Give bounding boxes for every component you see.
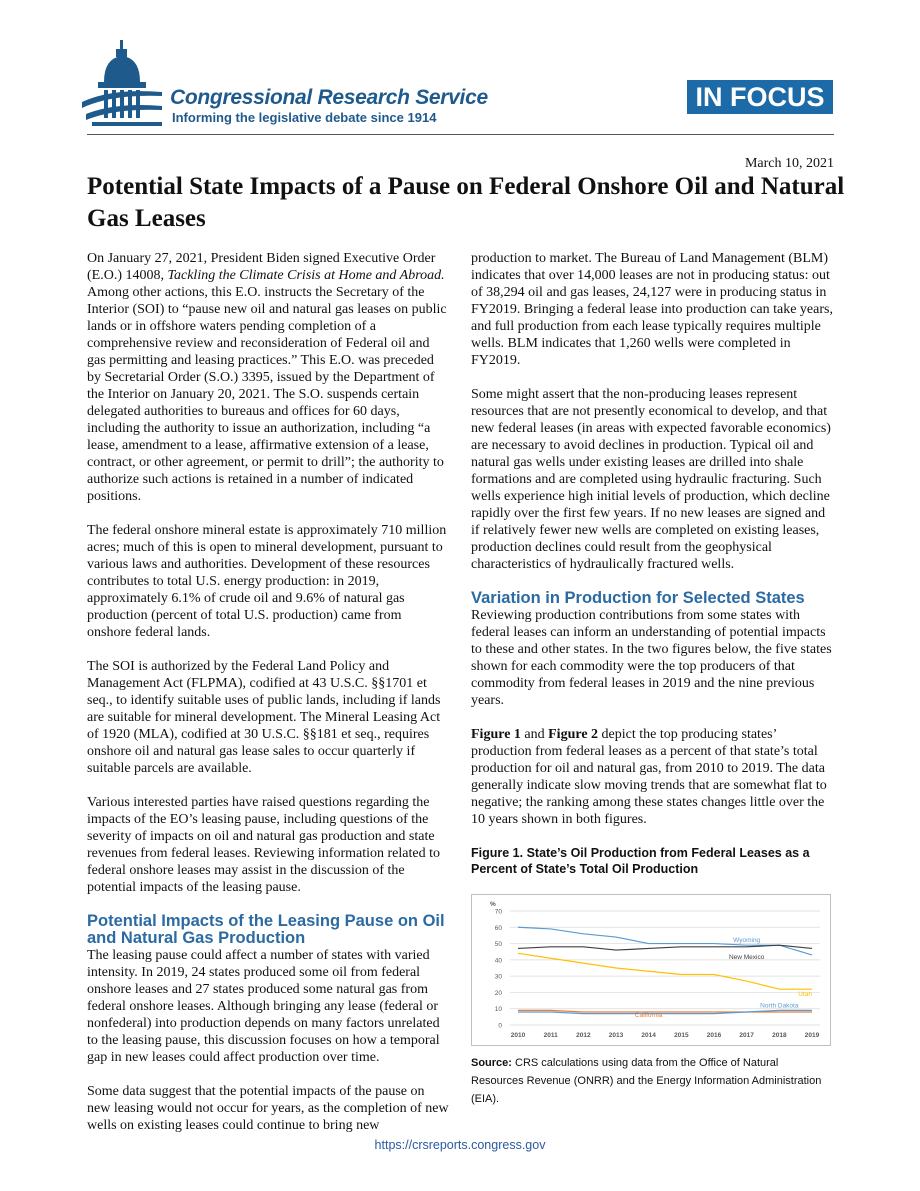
x-tick-label: 2016 <box>706 1032 722 1039</box>
source-label: Source: <box>471 1057 512 1069</box>
series-label: North Dakota <box>760 1002 799 1010</box>
eo-title-italic: Tackling the Climate Crisis at Home and Abroad. <box>167 268 445 283</box>
header-rule <box>87 134 834 135</box>
series-label: New Mexico <box>728 953 765 961</box>
series-line-new-mexico <box>518 945 812 950</box>
series-label: California <box>634 1011 663 1019</box>
org-name: Congressional Research Service <box>170 86 488 109</box>
y-tick-label: 30 <box>494 973 502 981</box>
paragraph-flpma: The SOI is authorized by the Federal Land Policy and Management Act (FLPMA), codified at 43 U.S.C. §§1701 et seq., to identify suitable uses of public lands, including if lands are suitable for mineral development. The Mineral Leasing Act of 1920 (MLA), codified at 30 U.S.C. §§181 et seq., requires onshore oil and natural gas lease sales to occur quarterly if suitable parcels are available. <box>87 659 441 776</box>
section-heading-impacts: Potential Impacts of the Leasing Pause on Oil and Natural Gas Production <box>87 912 445 947</box>
y-tick-label: 10 <box>494 1006 502 1014</box>
y-tick-label: 40 <box>494 957 502 965</box>
series-label: Wyoming <box>733 937 761 945</box>
x-tick-label: 2015 <box>674 1032 689 1039</box>
report-title: Potential State Impacts of a Pause on Federal Onshore Oil and Natural Gas Leases <box>87 173 845 232</box>
paragraph-eo-summary: On January 27, 2021, President Biden signed Executive Order (E.O.) 14008, Tackling the Climate Crisis at Home and Abroad. Among other actions, this E.O. instructs the Secretary of the Interior (SOI) to “pause new oil and natural gas leases on public lands or in offshore waters pending completion of a comprehensive review and reconsideration of Federal oil and gas permitting and leasing practices.” This E.O. was preceded by Secretarial Order (S.O.) 3395, issued by the Department of the Interior on January 20, 2021. The S.O. suspends certain delegated authorities to bureaus and offices for 60 days, including the authority to issue an authorization, including “a lease, amendment to a lease, affirmative extension of a lease, contract, or other agreement, or permit to drill”; the authority to authorize such actions is retained in a number of indicated positions. <box>87 251 447 504</box>
paragraph-data-suggest: Some data suggest that the potential impacts of the pause on new leasing would not occur for years, as the completion of new wells on existing leases could continue to bring new <box>87 1084 449 1133</box>
y-tick-label: 60 <box>494 924 502 932</box>
report-date: March 10, 2021 <box>744 156 834 171</box>
x-tick-label: 2010 <box>510 1032 526 1039</box>
left-column <box>87 250 449 1134</box>
in-focus-badge: IN FOCUS <box>687 80 833 114</box>
x-tick-label: 2014 <box>641 1032 656 1039</box>
figure-source: Source: CRS calculations using data from the Office of Natural Resources Revenue (ONRR) and the Energy Information Administration (EIA). <box>471 1057 822 1105</box>
x-tick-label: 2019 <box>804 1032 820 1039</box>
paragraph-reviewing: Reviewing production contributions from some states with federal leases can inform an understanding of potential impacts to these and other states. In the two figures below, the five states shown for each commodity were the top producers of that commodity from federal leases in 2019 and the nine previous years. <box>471 608 832 708</box>
x-tick-label: 2011 <box>543 1032 558 1039</box>
oil-production-chart <box>471 894 831 1046</box>
paragraph-mineral-estate: The federal onshore mineral estate is approximately 710 million acres; much of this is open to mineral development, pursuant to various laws and authorities. Development of these resources contributes to total U.S. energy production: in 2019, approximately 6.1% of crude oil and 9.6% of natural gas production (percent of total U.S. production) came from onshore federal lands. <box>87 523 447 640</box>
figure-1-ref: Figure 1 <box>471 727 521 742</box>
series-line-utah <box>518 953 812 989</box>
capitol-dome-icon <box>82 40 164 130</box>
figure-2-ref: Figure 2 <box>548 727 599 742</box>
x-tick-label: 2013 <box>608 1032 624 1039</box>
y-tick-label: 20 <box>494 989 502 997</box>
section-heading-variation: Variation in Production for Selected States <box>471 589 805 607</box>
x-tick-label: 2012 <box>576 1032 591 1039</box>
series-line-wyoming <box>518 927 812 955</box>
y-tick-label: 50 <box>494 941 502 949</box>
paragraph-questions: Various interested parties have raised questions regarding the impacts of the EO’s leasing pause, including questions of the severity of impacts on oil and natural gas production and state revenues from federal leases. Reviewing information related to federal onshore leases may assist in the discussion of the potential impacts of the leasing pause. <box>87 795 440 895</box>
x-tick-label: 2017 <box>739 1032 754 1039</box>
y-tick-label: 70 <box>494 908 502 916</box>
paragraph-figures: Figure 1 and Figure 2 depict the top producing states’ production from federal leases as a percent of that state’s total production for oil and natural gas, from 2010 to 2019. The data generally indicate slow moving trends that are somewhat flat to negative; the ranking among these states changes little over the 10 years shown in both figures. <box>471 727 827 827</box>
figure-caption: Figure 1. State’s Oil Production from Federal Leases as a Percent of State’s Total Oil Production <box>471 846 810 876</box>
paragraph-non-producing: Some might assert that the non-producing leases represent resources that are not presently economical to develop, and that new federal leases (in areas with expected favorable economics) are necessary to avoid declines in production. Typical oil and natural gas wells under existing leases are drilled into shale formations and are completed using hydraulic fracturing. Such wells experience high initial levels of production, which decline rapidly over the first few years. If no new leases are signed and if relatively fewer new wells are completed on existing leases, production declines could result from the geophysical characteristics of hydraulically fractured wells. <box>471 387 831 572</box>
y-tick-label: 0 <box>498 1022 502 1030</box>
paragraph-blm-leases: production to market. The Bureau of Land Management (BLM) indicates that over 14,000 leases are not in producing status: out of 38,294 oil and gas leases, 24,127 were in producing status in FY2019. Bringing a federal lease into production can take years, and full production from each lease typically requires multiple wells. BLM indicates that 1,260 wells were completed in FY2019. <box>471 251 833 368</box>
paragraph-varied-intensity: The leasing pause could affect a number of states with varied intensity. In 2019, 24 states produced some oil from federal onshore leases and 27 states produced some natural gas from federal onshore leases. Although bringing any lease (federal or nonfederal) into production depends on many factors unrelated to the leasing pause, this discussion focuses on how a temporal gap in new leases could affect production over time. <box>87 948 440 1065</box>
x-tick-label: 2018 <box>772 1032 787 1039</box>
y-axis-label: % <box>490 901 496 908</box>
series-label: Utah <box>798 991 812 999</box>
footer-url-link[interactable]: https://crsreports.congress.gov <box>374 1138 546 1152</box>
right-column <box>471 250 833 1125</box>
org-tagline: Informing the legislative debate since 1914 <box>172 110 437 125</box>
chart-svg <box>472 895 830 1045</box>
report-header <box>0 0 920 140</box>
